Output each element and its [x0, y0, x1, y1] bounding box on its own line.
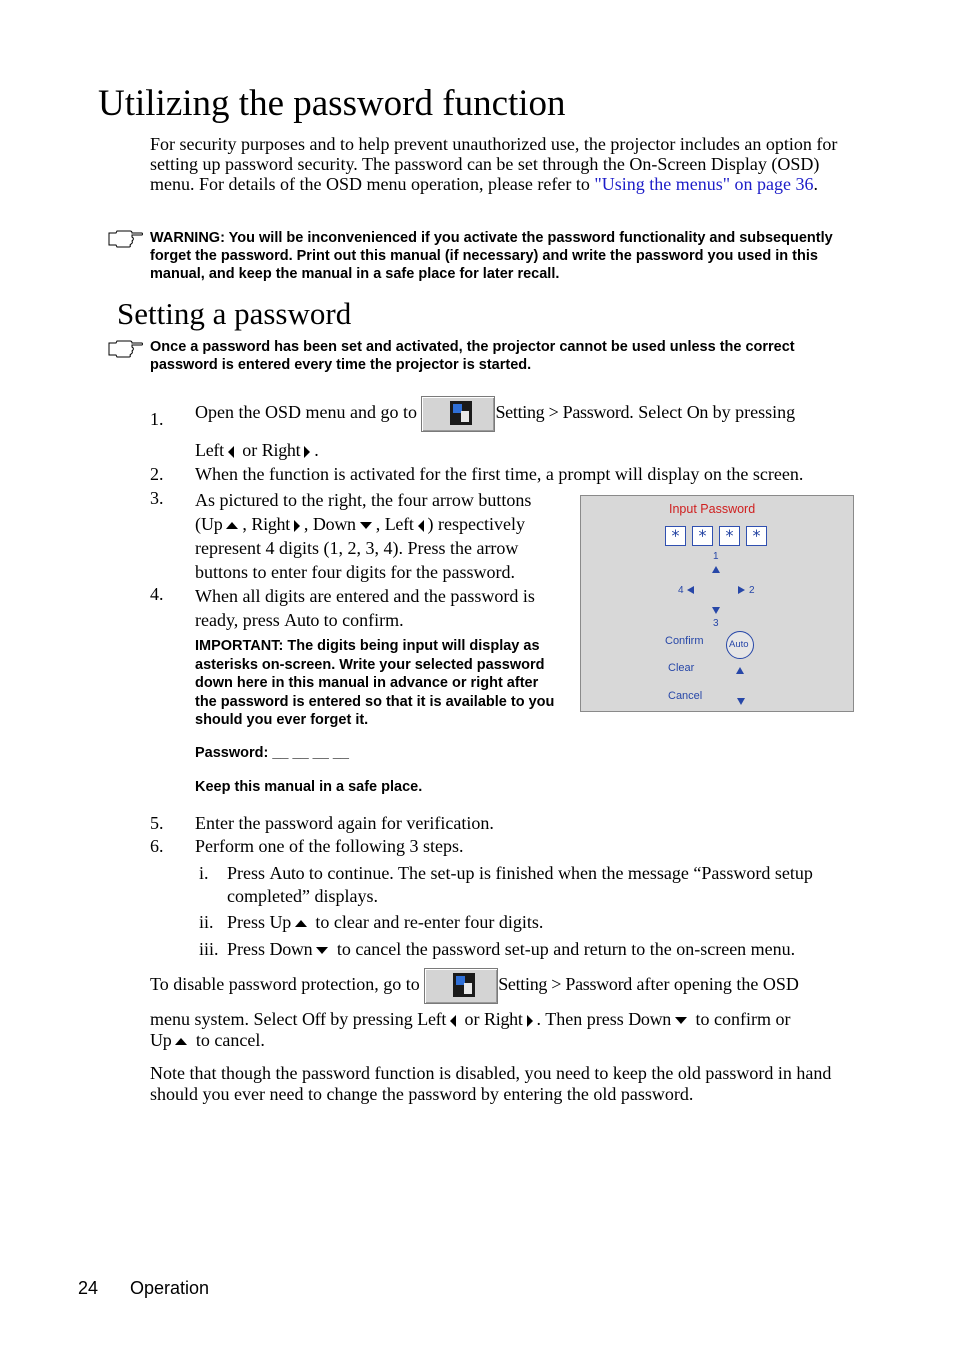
step-text: Open the OSD menu and go to	[195, 402, 417, 423]
step-number: 5.	[150, 813, 164, 833]
step-text: ,	[242, 514, 247, 534]
digit-3-label: 3	[713, 618, 719, 629]
left-key: Left	[417, 1009, 447, 1029]
up-arrow-icon	[295, 920, 307, 927]
footer-section: Operation	[130, 1278, 210, 1298]
step-text: by pressing	[712, 402, 796, 423]
confirm-label: Confirm	[665, 635, 704, 647]
step-text: (	[195, 514, 201, 534]
clear-label: Clear	[668, 662, 695, 674]
down-key: Down	[312, 514, 356, 534]
right-key: Right	[261, 440, 301, 460]
right-arrow-icon	[738, 586, 745, 594]
asterisk-field: *	[665, 526, 686, 546]
disable-text: To disable password protection, go to	[150, 974, 420, 995]
step-text: Press	[227, 863, 266, 883]
intro-end: .	[813, 174, 819, 194]
step-text: to cancel the password set-up and return to the on-screen menu.	[336, 939, 796, 959]
substep-ii	[227, 912, 543, 932]
intro-text: For security purposes and to help prevent unauthorized use, the projector includes an option for setting up password security. The password can be set through the On-Screen Display (OSD) menu. For details of the OSD menu operation, please refer to	[150, 134, 838, 194]
disable-text: to cancel.	[195, 1030, 265, 1050]
up-arrow-icon	[175, 1038, 187, 1045]
substep-number: iii.	[199, 939, 219, 959]
off-key: Off	[301, 1009, 326, 1029]
left-key: Left	[384, 514, 414, 534]
disable-text: by pressing	[330, 1009, 413, 1029]
step-5: Enter the password again for verification.	[195, 813, 494, 833]
step-text: .	[314, 440, 319, 460]
password-line: Password: __ __ __ __	[195, 745, 349, 761]
cancel-label: Cancel	[668, 690, 703, 702]
auto-key: Auto	[284, 610, 320, 630]
down-arrow-icon	[316, 947, 328, 954]
step-number: 1.	[150, 409, 164, 429]
left-arrow-icon	[687, 586, 694, 594]
digit-4-label: 4	[678, 585, 684, 596]
step-text: ) respectively	[427, 514, 525, 534]
right-key: Right	[251, 514, 290, 534]
digit-2-label: 2	[749, 585, 755, 596]
pointing-hand-icon	[108, 339, 144, 359]
setting-menu-icon	[421, 396, 495, 432]
step-1-cont	[195, 440, 319, 460]
up-key: Up	[150, 1030, 172, 1050]
up-arrow-icon	[226, 522, 238, 529]
intro-paragraph	[150, 134, 840, 194]
step-text: When all digits are entered and the password is	[195, 586, 535, 606]
asterisk-field: *	[719, 526, 740, 546]
left-arrow-icon	[418, 520, 424, 532]
left-arrow-icon	[228, 446, 234, 458]
input-password-osd	[580, 495, 854, 712]
up-arrow-icon	[736, 667, 744, 674]
up-key: Up	[269, 912, 291, 932]
step-2: When the function is activated for the first time, a prompt will display on the screen.	[195, 464, 804, 484]
step-number: 2.	[150, 464, 164, 484]
substep-number: ii.	[199, 912, 214, 932]
section-title: Setting a password	[117, 296, 352, 331]
setting-menu-icon	[424, 968, 498, 1004]
step-text: . Select	[629, 402, 683, 423]
step-4	[195, 584, 565, 632]
step-text: to continue. The set-up is finished when the message “Password setup	[308, 863, 813, 883]
auto-button-label: Auto	[729, 639, 749, 650]
down-key: Down	[628, 1009, 672, 1029]
setting-password-key: Setting > Password	[495, 402, 630, 423]
menus-link[interactable]: "Using the menus" on page 36	[594, 174, 814, 194]
auto-key: Auto	[269, 863, 305, 883]
step-text: buttons to enter four digits for the password.	[195, 562, 515, 582]
up-key: Up	[201, 514, 223, 534]
down-arrow-icon	[737, 698, 745, 705]
step-text: ,	[375, 514, 381, 534]
setting-password-key: Setting > Password	[498, 974, 632, 995]
note-paragraph: Note that though the password function is disabled, you need to keep the old password in hand should you ever need to change the password by entering the old password.	[150, 1063, 832, 1104]
step-number: 3.	[150, 488, 164, 508]
asterisk-field: *	[746, 526, 767, 546]
page-number: 24	[78, 1278, 99, 1298]
step-text: or	[242, 440, 258, 460]
step-number: 6.	[150, 836, 164, 856]
right-key: Right	[484, 1009, 523, 1029]
step-number: 4.	[150, 584, 164, 604]
disable-text: menu system. Select	[150, 1009, 298, 1029]
keep-safe-note: Keep this manual in a safe place.	[195, 779, 423, 795]
disable-line-2	[150, 1009, 860, 1029]
step-text: As pictured to the right, the four arrow buttons	[195, 490, 532, 510]
step-text: to confirm.	[323, 610, 404, 630]
substep-iii	[227, 939, 795, 959]
step-text: Press	[227, 912, 266, 932]
asterisk-field: *	[692, 526, 713, 546]
down-arrow-icon	[675, 1017, 687, 1024]
down-arrow-icon	[712, 607, 720, 614]
step-text: represent 4 digits (1, 2, 3, 4). Press the arrow	[195, 538, 519, 558]
disable-line-3	[150, 1030, 265, 1050]
osd-title: Input Password	[669, 502, 756, 516]
step-text: Press	[227, 939, 266, 959]
on-key: On	[686, 402, 709, 423]
section-note: Once a password has been set and activated, the projector cannot be used unless the correct password is entered every time the projector is started.	[150, 339, 795, 373]
down-key: Down	[269, 939, 313, 959]
pointing-hand-icon	[108, 229, 144, 249]
warning-note: WARNING: You will be inconvenienced if you activate the password functionality and subsequently forget the password. Print out this manual (if necessary) and write the password you used in this manual, and keep the manual in a safe place for later recall.	[150, 230, 833, 282]
substep-number: i.	[199, 863, 209, 883]
disable-text: or	[464, 1009, 480, 1029]
important-note: IMPORTANT: The digits being input will display as asterisks on-screen. Write your selected password down here in this manual in advance or right after the password is entered so that it is available to you should you ever forget it.	[195, 638, 555, 728]
disable-text: . Then press	[536, 1009, 624, 1029]
disable-text: to confirm or	[695, 1009, 791, 1029]
left-arrow-icon	[450, 1015, 456, 1027]
step-6: Perform one of the following 3 steps.	[195, 836, 464, 856]
step-3-keys	[195, 512, 565, 536]
step-text: ,	[303, 514, 309, 534]
disable-text: after opening the OSD	[636, 974, 799, 995]
page-title: Utilizing the password function	[98, 83, 566, 124]
up-arrow-icon	[712, 566, 720, 573]
substep-i	[227, 863, 857, 906]
step-text: completed” displays.	[227, 886, 378, 906]
right-arrow-icon	[304, 446, 310, 458]
step-3	[195, 488, 565, 584]
step-text: to clear and re-enter four digits.	[315, 912, 544, 932]
step-1	[195, 396, 855, 432]
auto-button[interactable]	[726, 631, 754, 659]
left-key: Left	[195, 440, 224, 460]
disable-line-1	[150, 968, 860, 1004]
right-arrow-icon	[294, 520, 300, 532]
down-arrow-icon	[360, 522, 372, 529]
digit-1-label: 1	[713, 551, 719, 562]
right-arrow-icon	[527, 1015, 533, 1027]
step-text: ready, press	[195, 610, 280, 630]
